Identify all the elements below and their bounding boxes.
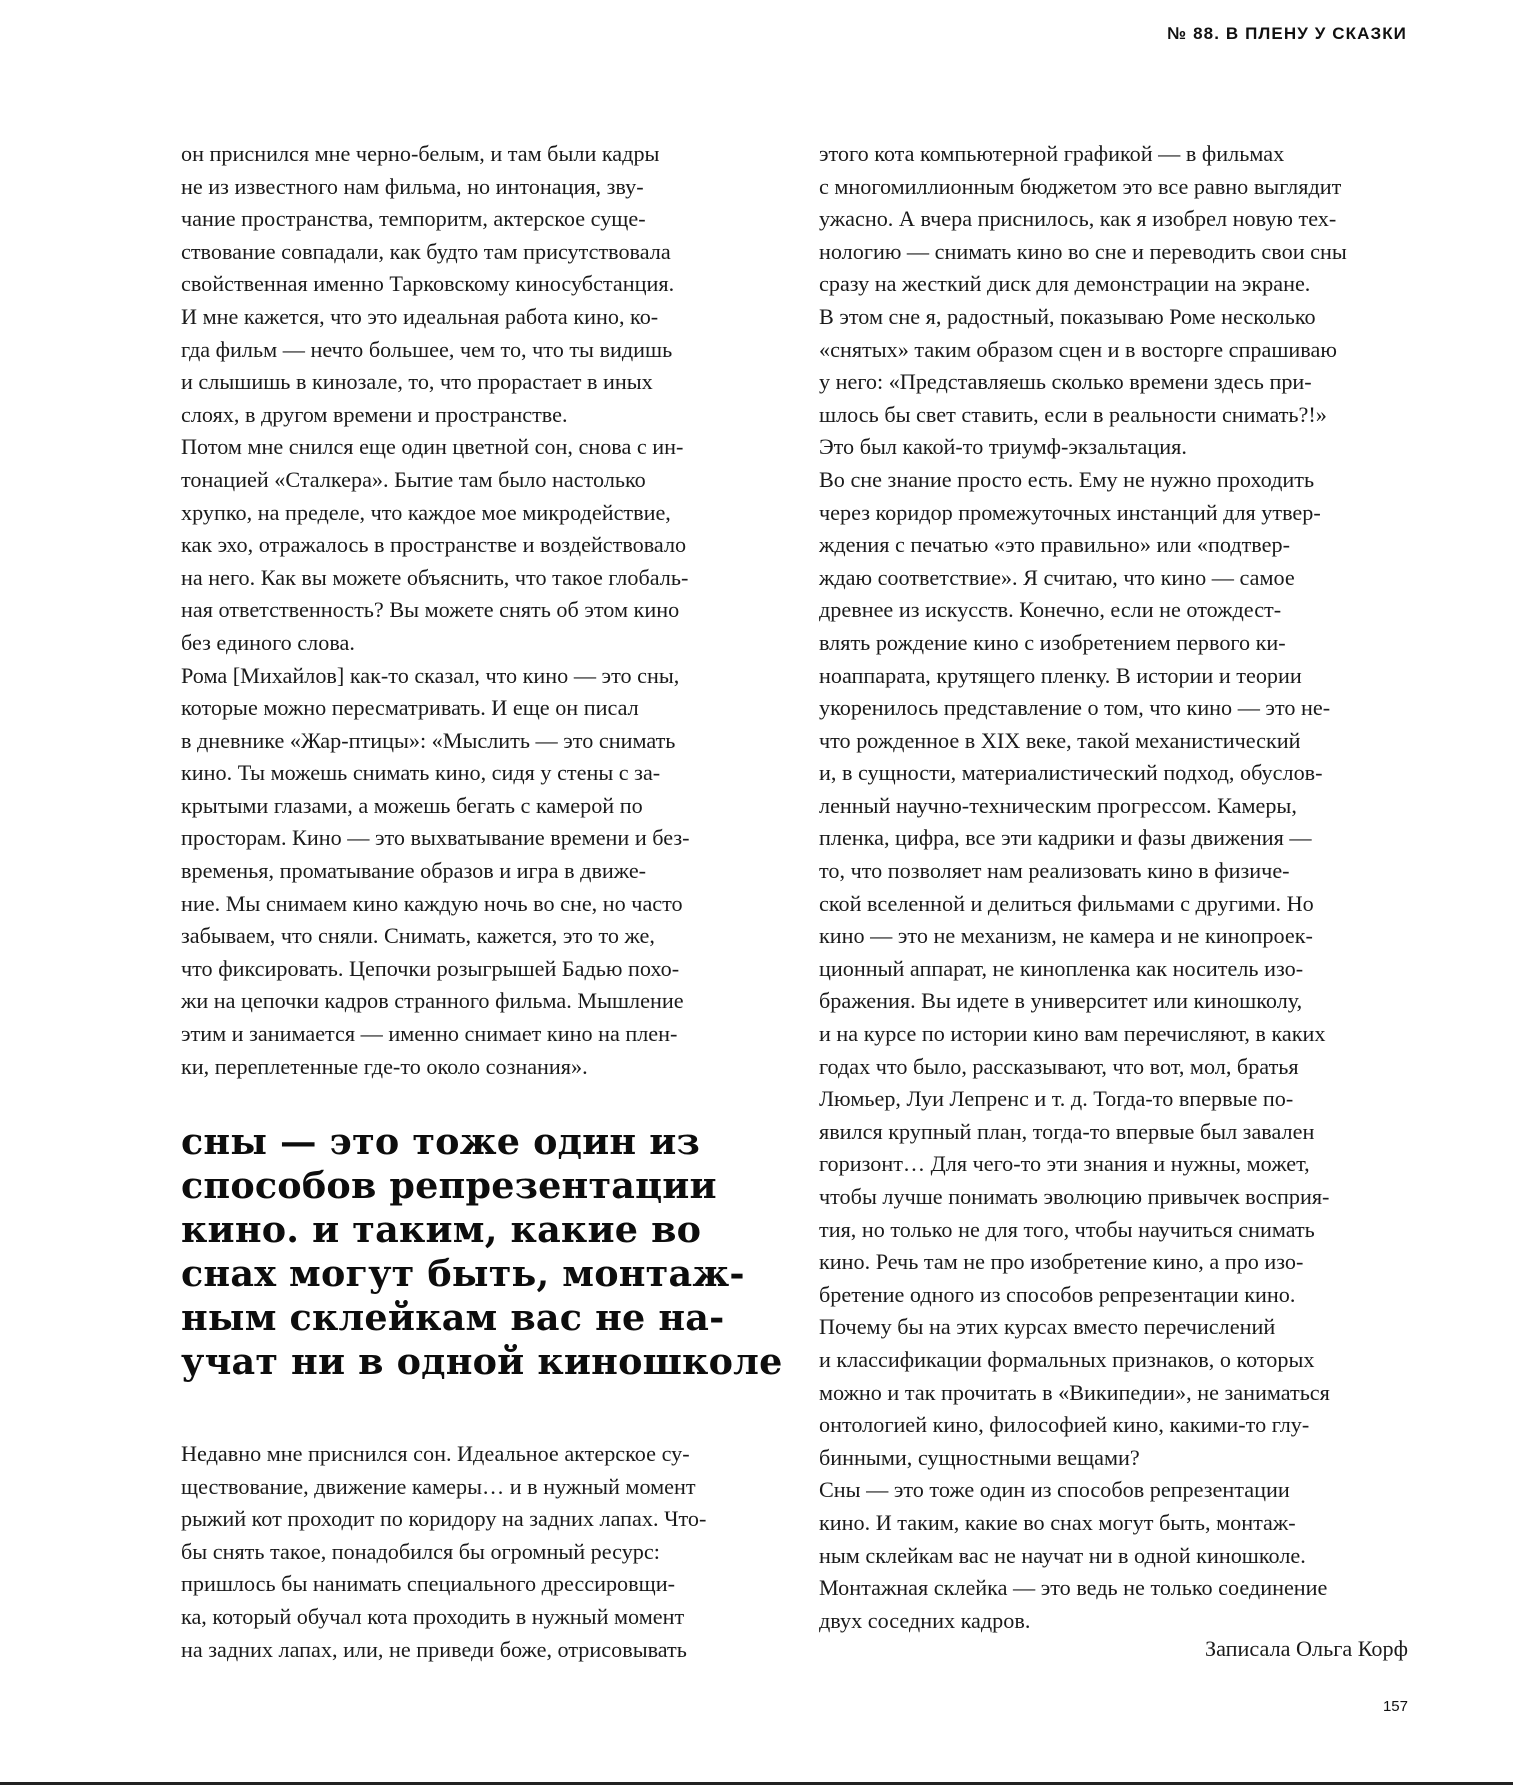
text-line: укоренилось представление о том, что кино — это не- [819,695,1331,721]
text-line: Люмьер, Луи Лепренс и т. д. Тогда-то впервые по- [819,1086,1294,1112]
text-line: рыжий кот проходит по коридору на задних лапах. Что- [181,1506,707,1532]
text-line: ноаппарата, крутящего пленку. В истории и теории [819,662,1302,688]
pull-quote-line: ным склейкам вас не на- [181,1296,725,1339]
text-line: нологию — снимать кино во сне и переводить свои сны [819,238,1347,264]
text-line: жи на цепочки кадров странного фильма. Мышление [181,988,684,1014]
text-line: годах что было, рассказывают, что вот, мол, братья [819,1053,1299,1079]
pull-quote-line: учат ни в одной киношколе [181,1340,783,1383]
text-line: что фиксировать. Цепочки розыгрышей Бадью похо- [181,955,680,981]
text-line: кино — это не механизм, не камера и не кинопроек- [819,923,1313,949]
text-line: хрупко, на пределе, что каждое мое микродействие, [181,499,671,525]
text-line: и слышишь в кинозале, то, что прорастает в иных [181,369,653,395]
text-line: влять рождение кино с изобретением первого ки- [819,629,1286,655]
text-line: ждения с печатью «это правильно» или «подтвер- [819,532,1290,558]
text-line: то, что позволяет нам реализовать кино в физиче- [819,858,1290,884]
text-line: тия, но только не для того, чтобы научиться снимать [819,1216,1315,1242]
text-line: гда фильм — нечто большее, чем то, что ты видишь [181,336,673,362]
text-line: на задних лапах, или, не приведи боже, отрисовывать [181,1636,687,1662]
text-line: кино. Речь там не про изобретение кино, а про изо- [819,1249,1304,1275]
text-line: через коридор промежуточных инстанций для утвер- [819,499,1321,525]
text-line: В этом сне я, радостный, показываю Роме несколько [819,303,1316,329]
text-line: он приснился мне черно-белым, и там были кадры [181,141,660,166]
left-column-text [181,138,781,1083]
text-line: можно и так прочитать в «Википедии», не заниматься [819,1379,1330,1405]
text-line: не из известного нам фильма, но интонация, зву- [181,173,644,199]
text-line: бы снять такое, понадобился бы огромный ресурс: [181,1538,660,1564]
text-line: «снятых» таким образом сцен и в восторге спрашиваю [819,336,1337,362]
text-line: которые можно пересматривать. И еще он писал [181,695,639,721]
text-line: бретение одного из способов репрезентации кино. [819,1281,1296,1307]
text-line: этим и занимается — именно снимает кино на плен- [181,1021,678,1047]
text-line: на него. Как вы можете объяснить, что такое глобаль- [181,564,689,590]
text-line: крытыми глазами, а можешь бегать с камерой по [181,792,643,818]
page-number: 157 [1382,1698,1408,1715]
text-line: просторам. Кино — это выхватывание времени и без- [181,825,690,851]
text-line: как эхо, отражалось в пространстве и воздействовало [181,532,687,558]
text-line: ционный аппарат, не кинопленка как носитель изо- [819,955,1304,981]
text-line: ствование совпадали, как будто там присутствовала [181,238,671,264]
text-line: Потом мне снился еще один цветной сон, снова с ин- [181,434,684,460]
text-line: древнее из искусств. Конечно, если не отождест- [819,597,1282,623]
right-column-text [819,138,1419,1637]
text-line: временья, проматывание образов и игра в движе- [181,858,647,884]
running-header: № 88. В ПЛЕНУ У СКАЗКИ [1167,24,1407,43]
author-signature: Записала Ольга Корф [1204,1636,1408,1661]
text-line: шлось бы свет ставить, если в реальности снимать?!» [819,401,1327,427]
text-line: ждаю соответствие». Я считаю, что кино — самое [819,564,1295,590]
text-line: горизонт… Для чего-то эти знания и нужны, может, [819,1151,1310,1177]
text-line: кино. Ты можешь снимать кино, сидя у стены с за- [181,760,661,786]
text-line: двух соседних кадров. [819,1607,1031,1633]
text-line: кино. И таким, какие во снах могут быть, монтаж- [819,1509,1296,1535]
pull-quote-line: сны — это тоже один из [181,1120,701,1163]
text-line: бинными, сущностными вещами? [819,1444,1140,1470]
text-line: ской вселенной и делиться фильмами с другими. Но [819,890,1314,916]
text-line: забываем, что сняли. Снимать, кажется, это то же, [181,923,655,949]
text-line: и на курсе по истории кино вам перечисляют, в каких [819,1021,1326,1047]
text-line: пленка, цифра, все эти кадрики и фазы движения — [819,825,1312,851]
text-line: и классификации формальных признаков, о которых [819,1346,1315,1372]
text-line: этого кота компьютерной графикой — в фильмах [819,141,1285,166]
pull-quote-line: снах могут быть, монтаж- [181,1252,745,1295]
text-line: что рожденное в XIX веке, такой механистический [819,727,1301,753]
text-line: Рома [Михайлов] как-то сказал, что кино — это сны, [181,662,680,688]
text-line: И мне кажется, что это идеальная работа кино, ко- [181,303,659,329]
pull-quote-line: кино. и таким, какие во [181,1208,702,1251]
text-line: ка, который обучал кота проходить в нужный момент [181,1603,685,1629]
text-line: ние. Мы снимаем кино каждую ночь во сне, но часто [181,890,683,916]
text-line: ленный научно-техническим прогрессом. Камеры, [819,792,1297,818]
text-line: с многомиллионным бюджетом это все равно выглядит [819,173,1342,199]
text-line: явился крупный план, тогда-то впервые был завален [819,1118,1315,1144]
text-line: тонацией «Сталкера». Бытие там было настолько [181,466,646,492]
text-line: Сны — это тоже один из способов репрезентации [819,1477,1290,1503]
text-line: Недавно мне приснился сон. Идеальное актерское су- [181,1441,690,1466]
left-column-bottom-text [181,1438,781,1666]
text-line: ная ответственность? Вы можете снять об этом кино [181,597,680,623]
pull-quote [181,1120,801,1384]
text-line: ществование, движение камеры… и в нужный момент [181,1473,696,1499]
text-line: Монтажная склейка — это ведь не только соединение [819,1575,1328,1601]
text-line: бражения. Вы идете в университет или киношколу, [819,988,1303,1014]
pull-quote-line: способов репрезентации [181,1164,717,1207]
text-line: свойственная именно Тарковскому киносубстанция. [181,271,675,297]
text-line: слоях, в другом времени и пространстве. [181,401,568,427]
text-line: сразу на жесткий диск для демонстрации на экране. [819,271,1311,297]
text-line: онтологией кино, философией кино, какими-то глу- [819,1412,1310,1438]
text-line: Во сне знание просто есть. Ему не нужно проходить [819,466,1315,492]
text-line: ужасно. А вчера приснилось, как я изобрел новую тех- [819,206,1337,232]
text-line: ки, переплетенные где-то около сознания». [181,1053,588,1079]
text-line: чтобы лучше понимать эволюцию привычек восприя- [819,1184,1330,1209]
text-line: ным склейкам вас не научат ни в одной киношколе. [819,1542,1306,1568]
text-line: чание пространства, темпоритм, актерское суще- [181,206,646,232]
text-line: и, в сущности, материалистический подход, обуслов- [819,760,1323,786]
text-line: Почему бы на этих курсах вместо перечислений [819,1314,1276,1340]
text-line: Это был какой-то триумф-экзальтация. [819,434,1187,460]
text-line: без единого слова. [181,629,355,655]
text-line: пришлось бы нанимать специального дрессировщи- [181,1571,675,1597]
text-line: у него: «Представляешь сколько времени здесь при- [819,369,1312,395]
text-line: в дневнике «Жар-птицы»: «Мыслить — это снимать [181,727,676,753]
